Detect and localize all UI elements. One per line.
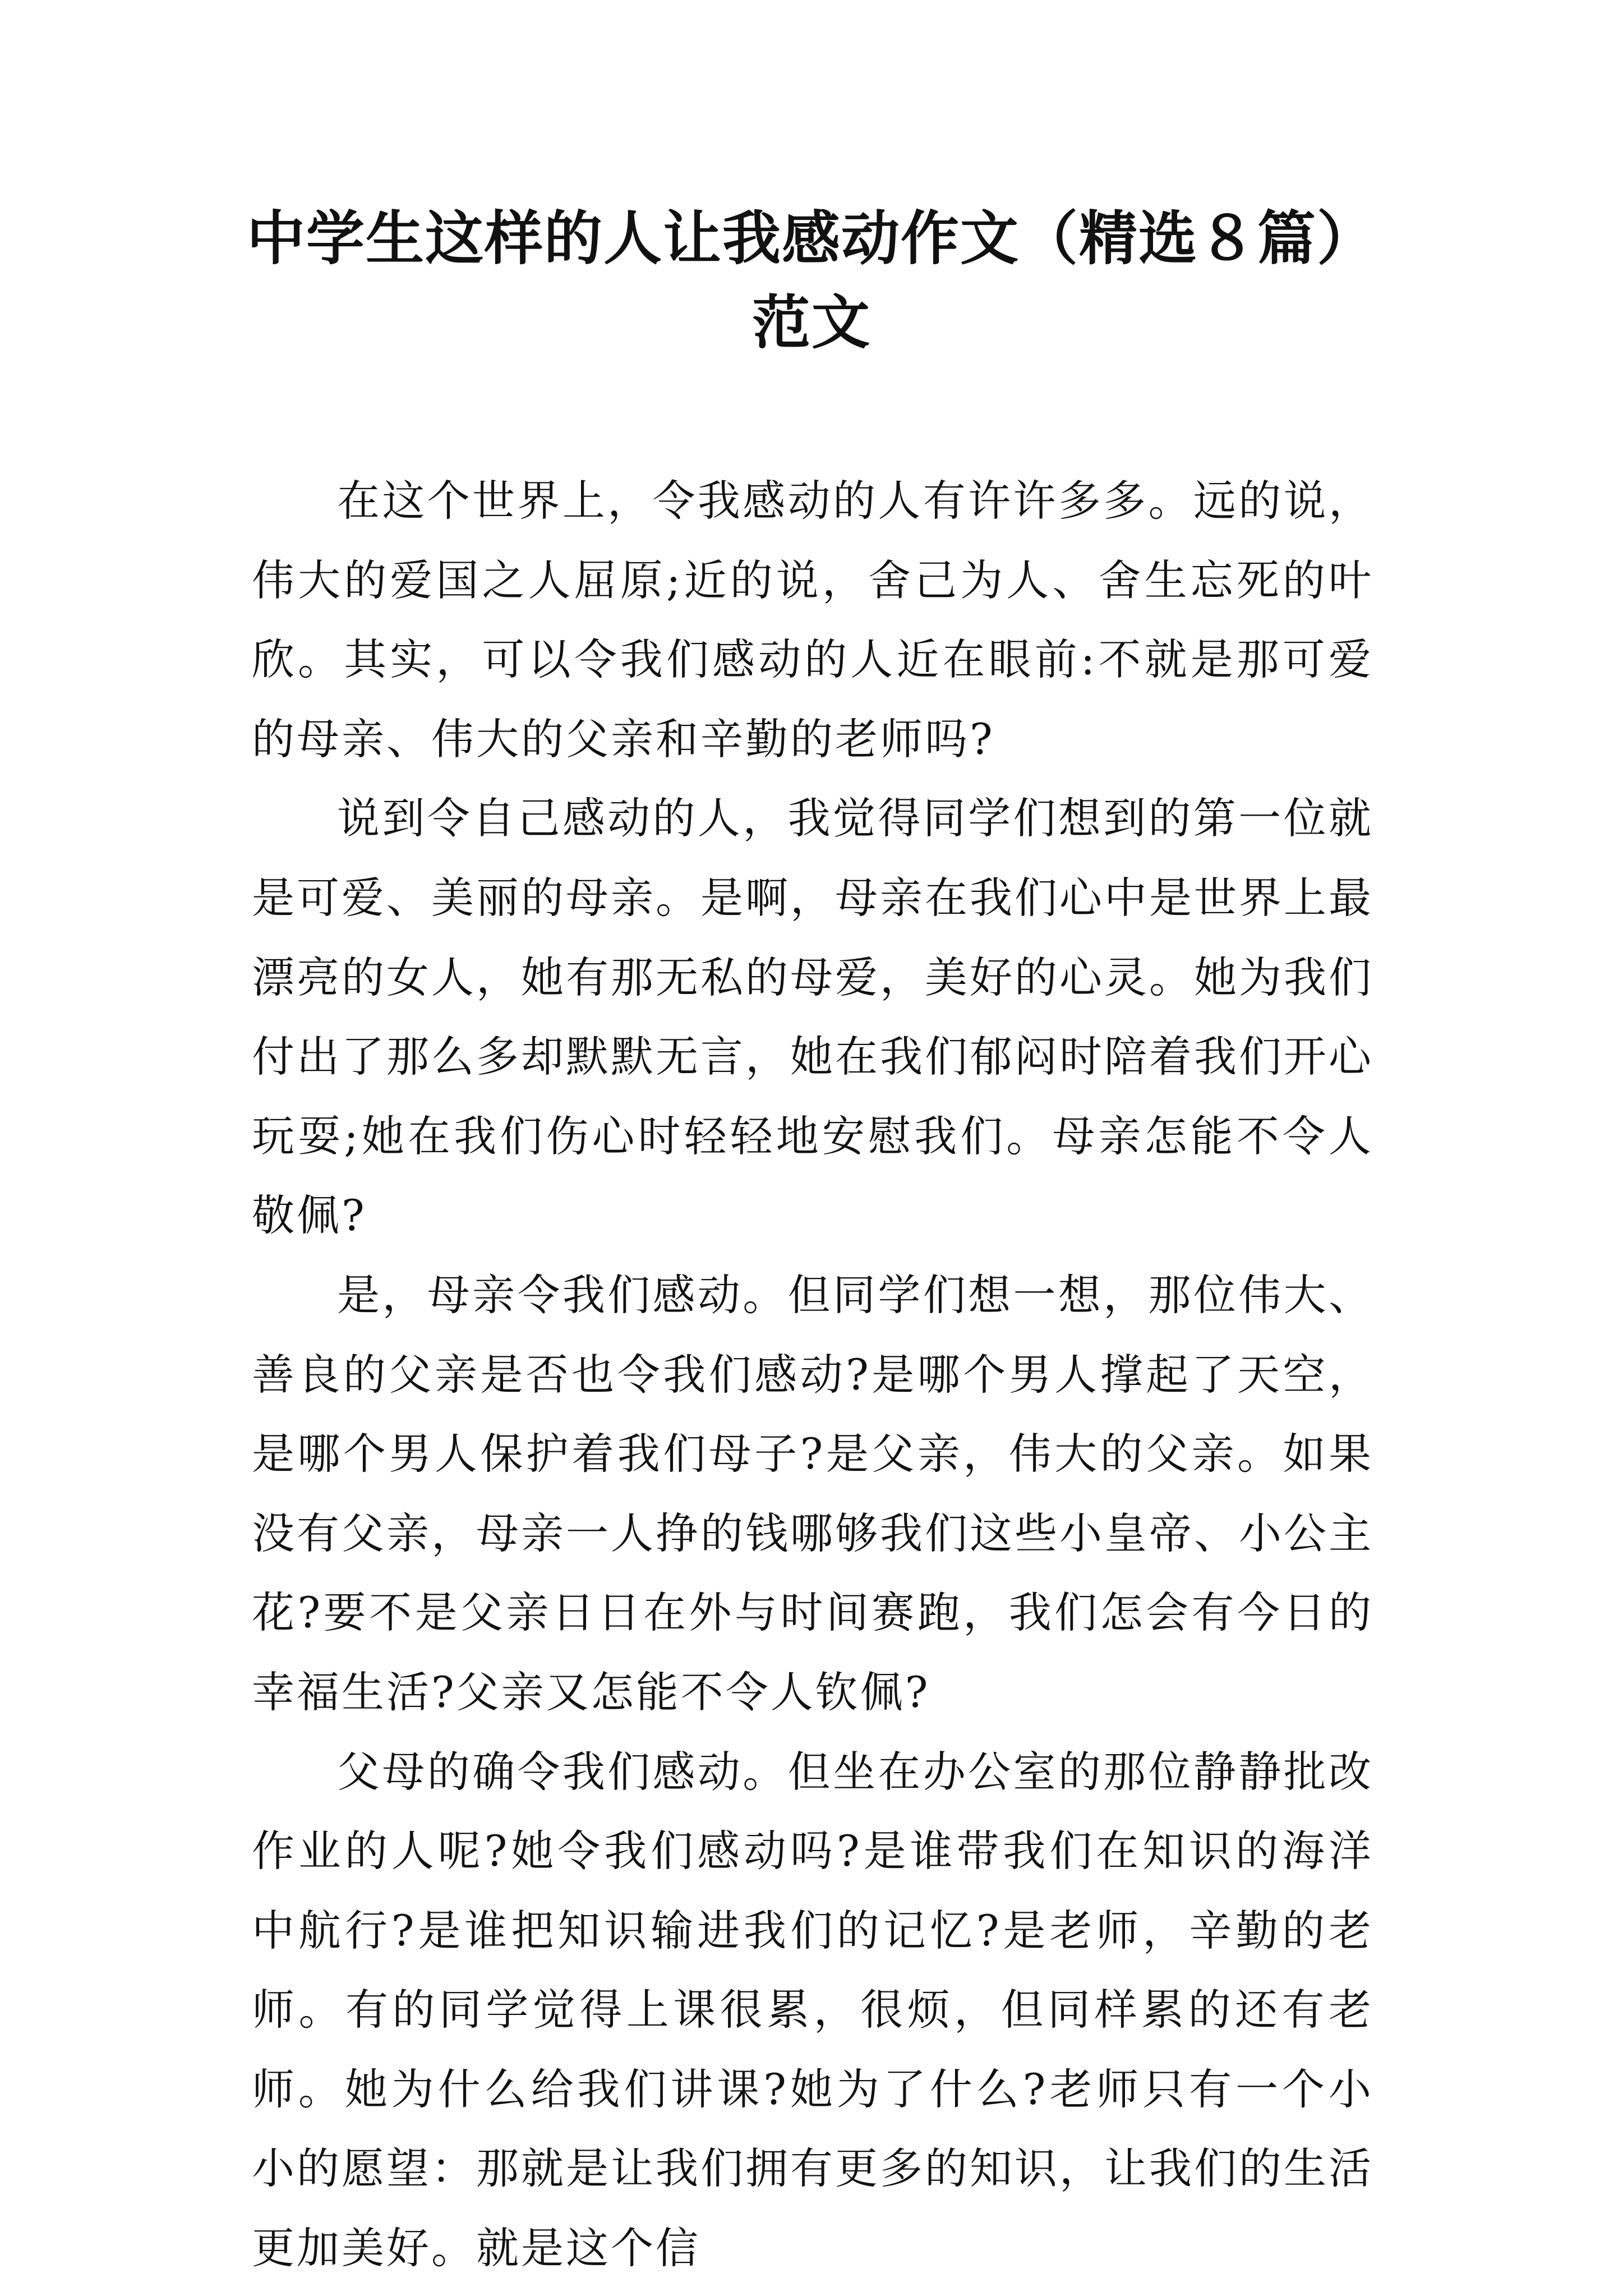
paragraph-2: 说到令自己感动的人，我觉得同学们想到的第一位就是可爱、美丽的母亲。是啊，母亲在我们心中是世界上最漂亮的女人，她有那无私的母爱，美好的心灵。她为我们付出了那么多却默默无言，她在我们郁闷时陪着我们开心玩耍;她在我们伤心时轻轻地安慰我们。母亲怎能不令人敬佩?	[252, 793, 1373, 1241]
document-body	[252, 461, 1373, 2288]
paragraph-1: 在这个世界上，令我感动的人有许许多多。远的说，伟大的爱国之人屈原;近的说，舍己为人、舍生忘死的叶欣。其实，可以令我们感动的人近在眼前:不就是那可爱的母亲、伟大的父亲和辛勤的老师吗?	[252, 476, 1373, 764]
title-line-1: 中学生这样的人让我感动作文（精选８篇）	[246, 204, 1376, 273]
paragraph-4: 父母的确令我们感动。但坐在办公室的那位静静批改作业的人呢?她令我们感动吗?是谁带我们在知识的海洋中航行?是谁把知识输进我们的记忆?是老师，辛勤的老师。有的同学觉得上课很累，很烦，但同样累的还有老师。她为什么给我们讲课?她为了什么?老师只有一个小小的愿望：那就是让我们拥有更多的知识，让我们的生活更加美好。就是这个信	[252, 1746, 1373, 2274]
paragraph-3: 是，母亲令我们感动。但同学们想一想，那位伟大、善良的父亲是否也令我们感动?是哪个男人撑起了天空，是哪个男人保护着我们母子?是父亲，伟大的父亲。如果没有父亲，母亲一人挣的钱哪够我们这些小皇帝、小公主花?要不是父亲日日在外与时间赛跑，我们怎会有今日的幸福生活?父亲又怎能不令人钦佩?	[252, 1269, 1373, 1717]
document-title	[241, 196, 1382, 365]
title-line-2: 范文	[751, 288, 871, 357]
